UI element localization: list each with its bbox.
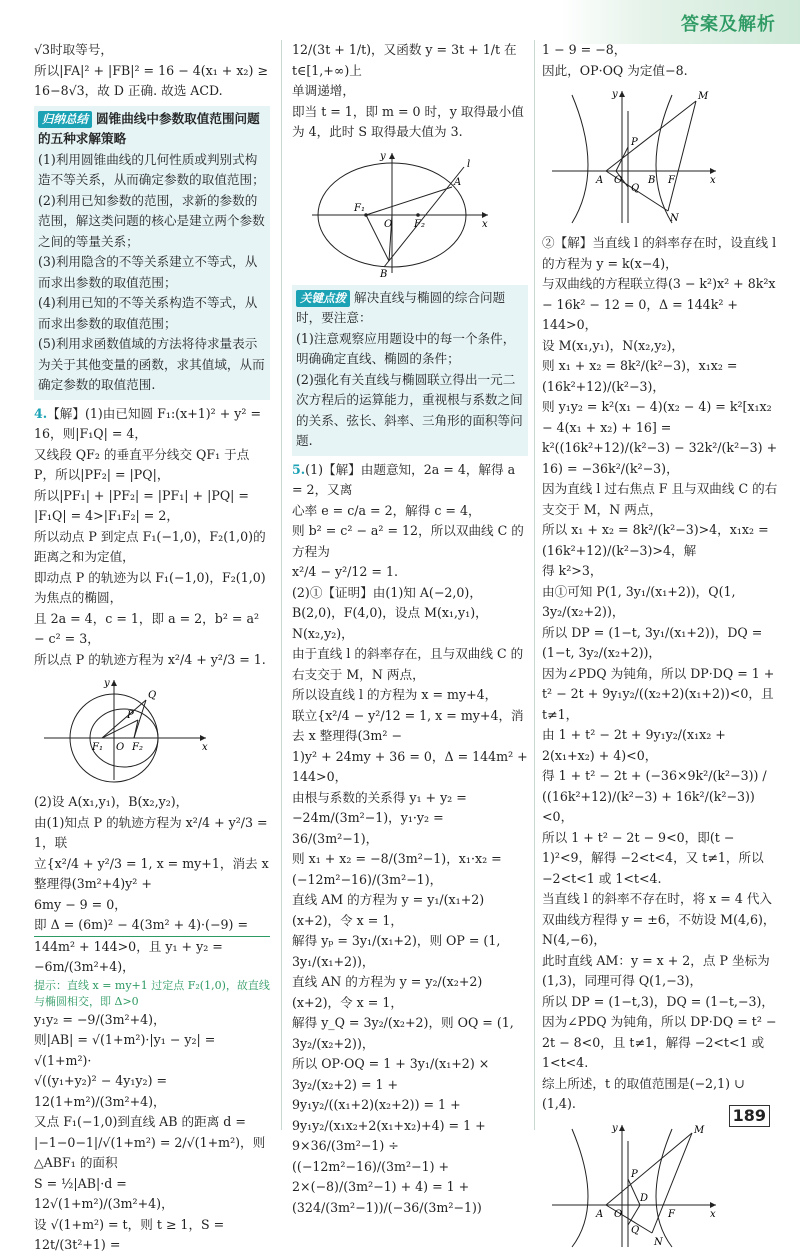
text-line: 由 1 + t² − 2t + 9y₁y₂/(x₁x₂ + 2(x₁+x₂) + 4)<0， (542, 727, 726, 763)
text-line: 因为∠PDQ 为钝角，所以 DP·DQ = 1 + (542, 665, 775, 681)
text-line: ②【解】当直线 l 的斜率存在时，设直线 l 的方程为 y = k(x−4)， (542, 235, 777, 271)
label-x: x (710, 175, 716, 186)
text-line: 所以点 P 的轨迹方程为 x²/4 + y²/3 = 1. (34, 651, 266, 667)
text-line: 所以|PF₁| + |PF₂| = |PF₁| + |PQ| = |F₁Q| = 4>|F₁F₂| = 2， (34, 487, 249, 523)
label-P: P (631, 1168, 638, 1180)
text-line: 则|AB| = √(1+m²)·|y₁ − y₂| = √(1+m²)· (34, 1032, 216, 1068)
label-N: N (670, 213, 679, 224)
key-point-item: (2)强化有关直线与椭圆联立得出一元二次方程后的运算能力，重视根与系数之间的关系、弦长、斜率、三角形的面积等问题. (296, 371, 523, 448)
label-F2: F₂ (132, 742, 143, 753)
label-M: M (698, 91, 709, 102)
text-line: 又线段 QF₂ 的垂直平分线交 QF₁ 于点P，所以|PF₂| = |PQ|， (34, 446, 250, 482)
question-number: 5. (292, 461, 306, 477)
summary-title: 圆锥曲线中参数取值范围问题的五种求解策略 (38, 110, 260, 146)
label-F: F (668, 175, 675, 186)
label-A: A (596, 1208, 604, 1220)
text-line: S = ½|AB|·d = 12√(1+m²)/(3m²+4)， (34, 1175, 174, 1211)
text-line: 所以 DP = (1−t,3)，DQ = (1−t,−3)， (542, 993, 774, 1009)
header-title: 答案及解析 (681, 14, 776, 35)
text-line: 即 Δ = (6m)² − 4(3m² + 4)·(−9) = (34, 915, 270, 937)
text-line: (2)设 A(x₁,y₁)，B(x₂,y₂)， (34, 794, 189, 809)
figure-ellipse-chord (292, 149, 528, 279)
text-line: 且 2a = 4，c = 1，即 a = 2，b² = a² − c² = 3， (34, 610, 259, 646)
page-number: 189 (729, 1105, 770, 1127)
text-line: 单调递增， (292, 83, 355, 98)
summary-item: (5)利用求函数值域的方法将待求量表示为关于其他变量的函数，求其值域，从而确定参数的取值范围. (38, 336, 265, 392)
text-line: 6my − 9 = 0， (34, 896, 127, 912)
key-point-item: (1)注意观察应用题设中的每一个条件，明确确定直线、椭圆的条件； (296, 330, 516, 366)
label-F2: F₂ (414, 218, 425, 230)
label-F1: F₁ (92, 742, 103, 753)
text-line: 联立{x²/4 − y²/12 = 1, x = my+4，消去 x 整理得(3m² − (292, 707, 524, 743)
label-N: N (654, 1236, 663, 1248)
text-line: 因此，OP·OQ 为定值−8. (542, 62, 688, 78)
text-line: 因为∠PDQ 为钝角，所以 DP·DQ = t² − 2t − 8<0，且 t≠1，解得 −2<t<1 或 1<t<4. (542, 1014, 777, 1070)
text-line: 则 x₁ + x₂ = −8/(3m²−1)，x₁·x₂ = (−12m²−16)/(3m²−1)， (292, 851, 502, 887)
text-line: (1)【解】由题意知，2a = 4，解得 a = 2，又离 (292, 461, 516, 497)
text-line: 所以|FA|² + |FB|² = 16 − 4(x₁ + x₂) ≥ (34, 62, 268, 78)
label-B: B (648, 175, 656, 186)
text-line: 12/(3t + 1/t)，又函数 y = 3t + 1/t 在 t∈[1,+∞)上 (292, 42, 517, 78)
label-O: O (614, 175, 623, 186)
summary-item: (3)利用隐含的不等关系建立不等式，从而求出参数的取值范围； (38, 254, 258, 290)
text-line: 设 √(1+m²) = t，则 t ≥ 1，S = 12t/(3t²+1) = (34, 1216, 225, 1252)
text-line: 所以 x₁ + x₂ = 8k²/(k²−3)>4，x₁x₂ = (16k²+12)/(k²−3)>4，解 (542, 522, 769, 558)
text-line: 直线 AM 的方程为 y = y₁/(x₁+2)(x+2)，令 x = 1， (292, 892, 485, 928)
label-y: y (612, 89, 618, 100)
column-1 (34, 40, 270, 1256)
text-line: 得 1 + t² − 2t + (−36×9k²/(k²−3)) / ((16k²+12)/(k²−3) + 16k²/(k²−3))<0， (542, 768, 767, 824)
text-line: 【解】(1)由已知圆 F₁:(x+1)² + y² = 16，则|F₁Q| = 4， (34, 405, 262, 441)
key-point-tag: 关键点拨 (296, 290, 350, 307)
text-line: 144m² + 144>0，且 y₁ + y₂ = −6m/(3m²+4)， (34, 938, 223, 974)
text-line: 由根与系数的关系得 y₁ + y₂ = −24m/(3m²−1)，y₁·y₂ = 36/(3m²−1)， (292, 789, 467, 846)
text-line: y₁y₂ = −9/(3m²+4)， (34, 1011, 166, 1027)
label-O: O (116, 742, 125, 753)
text-line: 16−8√3，故 D 正确. 故选 ACD. (34, 83, 223, 98)
text-line: 立{x²/4 + y²/3 = 1, x = my+1，消去 x 整理得(3m²+4)y² + (34, 855, 269, 891)
label-Q: Q (631, 183, 640, 194)
column-3 (542, 40, 778, 1257)
column-2 (292, 40, 528, 1218)
text-line: t² − 2t + 9y₁y₂/((x₂+2)(x₁+2))<0，且 t≠1， (542, 686, 774, 722)
label-x: x (202, 742, 208, 753)
text-line: 此时直线 AM：y = x + 2，点 P 坐标为(1,3)，同理可得 Q(1,−3)， (542, 952, 770, 988)
summary-item: (4)利用已知的不等关系构造不等式，从而求出参数的取值范围； (38, 295, 258, 331)
text-line: 9×36/(3m²−1) ÷ ((−12m²−16)/(3m²−1) + 2×(−8)/(3m²−1) + 4) = 1 + (324/(3m²−1))/(−36/(3m²−1)) (292, 1138, 482, 1215)
text-line: 设 M(x₁,y₁)，N(x₂,y₂)， (542, 337, 684, 353)
text-line: (2)①【证明】由(1)知 A(−2,0)，B(2,0)，F(4,0)，设点 M(x₁,y₁)，N(x₂,y₂)， (292, 584, 488, 641)
text-line: 所以设直线 l 的方程为 x = my+4， (292, 687, 498, 702)
text-line: 心率 e = c/a = 2，解得 c = 4， (292, 502, 481, 518)
text-line: 则 y₁y₂ = k²(x₁ − 4)(x₂ − 4) = k²[x₁x₂ − 4(x₁ + x₂) + 16] = (542, 399, 772, 435)
text-line: 直线 AN 的方程为 y = y₂/(x₂+2)(x+2)，令 x = 1， (292, 974, 483, 1010)
label-y: y (380, 150, 386, 162)
text-line: √((y₁+y₂)² − 4y₁y₂) = 12(1+m²)/(3m²+4)， (34, 1073, 168, 1109)
text-line: |−1−0−1|/√(1+m²) = 2/√(1+m²)，则 △ABF₁ 的面积 (34, 1134, 266, 1170)
label-B: B (380, 268, 388, 279)
label-P: P (631, 137, 638, 148)
figure-hyperbola-2 (542, 1121, 778, 1251)
label-A: A (454, 176, 462, 188)
text-line: 当直线 l 的斜率不存在时，将 x = 4 代入双曲线方程得 y = ±6，不妨设 M(4,6)，N(4,−6)， (542, 891, 776, 947)
text-line: 由①可知 P(1, 3y₁/(x₁+2))，Q(1, 3y₂/(x₂+2))， (542, 583, 736, 619)
text-line: k²((16k²+12)/(k²−3) − 32k²/(k²−3) + 16) = −36k²/(k²−3)， (542, 440, 778, 476)
text-line: 所以动点 P 到定点 F₁(−1,0)，F₂(1,0)的距离之和为定值， (34, 528, 266, 564)
text-line: 综上所述，t 的取值范围是(−2,1) ∪ (1,4). (542, 1075, 745, 1111)
text-line: 与双曲线的方程联立得(3 − k²)x² + 8k²x − 16k² − 12 = 0，Δ = 144k² + 144>0， (542, 276, 776, 332)
summary-item: (1)利用圆锥曲线的几何性质或判别式构造不等关系，从而确定参数的取值范围； (38, 151, 265, 187)
text-line: 1 − 9 = −8， (542, 42, 627, 57)
summary-item: (2)利用已知参数的范围，求新的参数的范围，解这类问题的核心是建立两个参数之间的等量关系； (38, 192, 265, 249)
label-O: O (384, 218, 393, 230)
summary-box (34, 106, 270, 400)
text-line: x²/4 − y²/12 = 1. (292, 564, 398, 579)
figure-ellipse-circle (34, 676, 270, 786)
text-line: 又点 F₁(−1,0)到直线 AB 的距离 d = (34, 1114, 246, 1129)
hint-note: 提示：直线 x = my+1 过定点 F₂(1,0)，故直线与椭圆相交，即 Δ>0 (34, 978, 270, 1008)
label-F: F (668, 1208, 675, 1220)
label-P: P (127, 710, 134, 721)
text-line: 所以 OP·OQ = 1 + 3y₁/(x₁+2) × 3y₂/(x₂+2) = 1 + (292, 1056, 490, 1092)
text-line: 由(1)知点 P 的轨迹方程为 x²/4 + y²/3 = 1，联 (34, 814, 268, 850)
question-number: 4. (34, 405, 48, 421)
key-point-text: 解决直线与椭圆的综合问题时，要注意： (296, 289, 506, 325)
label-y: y (612, 1122, 618, 1134)
key-point-box (292, 285, 528, 456)
label-D: D (640, 1192, 649, 1204)
text-line: 解得 y_Q = 3y₂/(x₂+2)，则 OQ = (1, 3y₂/(x₂+2))， (292, 1015, 514, 1051)
text-line: 所以 DP = (1−t, 3y₁/(x₁+2))，DQ = (1−t, 3y₂/(x₂+2))， (542, 624, 763, 660)
label-O: O (614, 1208, 623, 1220)
text-line: √3时取等号， (34, 42, 114, 57)
text-line: 则 x₁ + x₂ = 8k²/(k²−3)，x₁x₂ = (16k²+12)/(k²−3)， (542, 358, 738, 394)
text-line: 得 k²>3， (542, 563, 603, 578)
label-x: x (710, 1208, 716, 1220)
text-line: 因为直线 l 过右焦点 F 且与双曲线 C 的右支交于 M，N 两点， (542, 481, 778, 517)
label-Q: Q (631, 1224, 640, 1236)
text-line: 9y₁y₂/((x₁+2)(x₂+2)) = 1 + 9y₁y₂/(x₁x₂+2(x₁+x₂)+4) = 1 + (292, 1097, 486, 1133)
text-line: 则 b² = c² − a² = 12，所以双曲线 C 的方程为 (292, 523, 524, 559)
summary-tag: 归纳总结 (38, 111, 92, 128)
label-F1: F₁ (354, 202, 365, 214)
figure-hyperbola-1 (542, 87, 778, 227)
label-x: x (482, 218, 488, 230)
text-line: 由于直线 l 的斜率存在，且与双曲线 C 的右支交于 M，N 两点， (292, 646, 524, 682)
column-divider (534, 40, 535, 1130)
label-A: A (596, 175, 604, 186)
text-line: 1)y² + 24my + 36 = 0，Δ = 144m² + 144>0， (292, 748, 528, 784)
column-divider (281, 40, 282, 1130)
label-l: l (467, 158, 471, 170)
text-line: 即动点 P 的轨迹为以 F₁(−1,0)，F₂(1,0)为焦点的椭圆， (34, 569, 266, 605)
text-line: 即当 t = 1，即 m = 0 时，y 取得最小值为 4，此时 S 取得最大值为 3. (292, 103, 524, 139)
label-M: M (694, 1124, 705, 1136)
label-y: y (104, 678, 110, 689)
text-line: 所以 1 + t² − 2t − 9<0，即(t − 1)²<9，解得 −2<t<4，又 t≠1，所以 −2<t<1 或 1<t<4. (542, 829, 764, 886)
label-Q: Q (148, 690, 157, 701)
text-line: 解得 yₚ = 3y₁/(x₁+2)，则 OP = (1, 3y₁/(x₁+2))， (292, 933, 501, 969)
